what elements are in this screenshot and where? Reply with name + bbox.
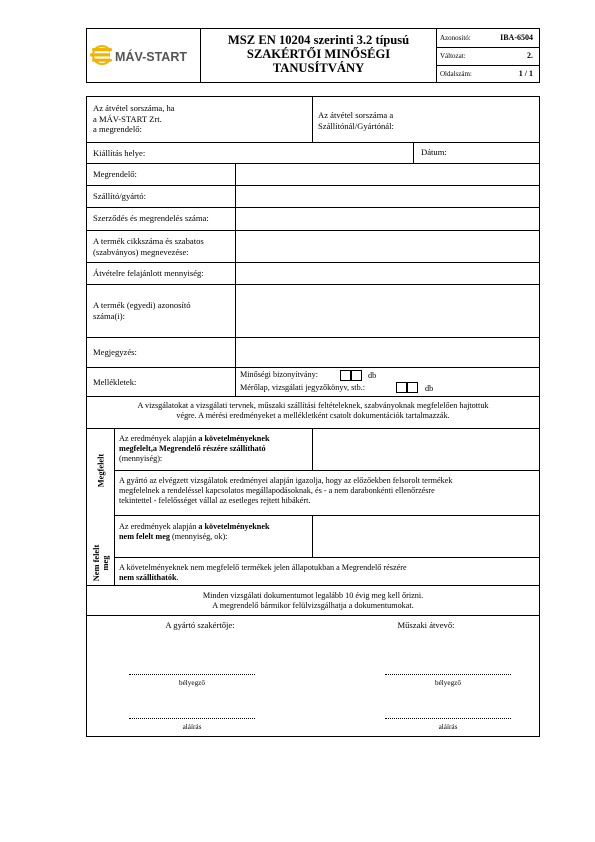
document-title: MSZ EN 10204 szerinti 3.2 típusú SZAKÉRTŐI MINŐSÉGI TANUSÍTVÁNY [201, 29, 437, 82]
stamp-label-right: bélyegző [435, 679, 461, 687]
manufacturer-stamp-line[interactable] [129, 674, 255, 675]
order-number-label: Az átvétel sorszáma, ha a MÁV-START Zrt. a megrendelő: [93, 103, 175, 134]
measurement-box-1[interactable] [396, 382, 407, 393]
remark-label: Megjegyzés: [93, 347, 137, 357]
meta-version-row: Változat: 2. [437, 47, 539, 66]
noncompliant-statement: A követelményeknek nem megfelelő termékek jelen állapotukban a Megrendelő részére nem szállíthatók. [119, 563, 407, 582]
attachments-label: Mellékletek: [93, 377, 137, 387]
contract-label: Szerződés és megrendelés száma: [93, 213, 209, 223]
manufacturer-expert-label: A gyártó szakértője: [165, 620, 235, 630]
inspector-stamp-line[interactable] [385, 674, 511, 675]
document-header [86, 28, 540, 83]
mav-start-logo-icon [87, 29, 201, 82]
inspector-signature-line[interactable] [385, 718, 511, 719]
customer-label: Megrendelő: [93, 169, 137, 179]
meta-id-row: Azonosító: IBA-6504 [437, 29, 539, 48]
db-unit: db [368, 371, 377, 380]
measurement-sheet-label: Mérőlap, vizsgálati jegyzőkönyv, stb.: [240, 383, 365, 392]
mav-start-logo [87, 29, 201, 82]
supplier-number-label: Az átvétel sorszáma a Szállítónál/Gyártónál: [318, 110, 394, 131]
item-number-label: A termék cikkszáma és szabatos (szabványos) megnevezése: [93, 236, 204, 257]
stamp-label-left: bélyegző [179, 679, 205, 687]
retention-notice: Minden vizsgálati dokumentumot legalább 10 évig meg kell őrizni. A megrendelő bármikor felülvizsgálhatja a dokumentumokat. [202, 591, 424, 610]
meta-page-row: Oldalszám: 1 / 1 [440, 69, 533, 78]
document-meta [437, 29, 539, 82]
signature-label-left: aláírás [182, 723, 202, 731]
measurement-box-2[interactable] [407, 382, 418, 393]
quality-cert-box-1[interactable] [340, 370, 351, 381]
supplier-label: Szállító/gyártó: [93, 191, 146, 201]
quality-cert-box-2[interactable] [351, 370, 362, 381]
quantity-label: Átvételre felajánlott mennyiség: [93, 268, 204, 278]
noncompliant-side-label: Nem felelt meg [92, 544, 110, 582]
inspection-statement: A vizsgálatokat a vizsgálati tervnek, műszaki szállítási feltételeknek, szabványoknak megfelelően hajtottuk végre. A mérési eredményeket a mellékletként csatolt dokumentációk tartalmazzák. [137, 401, 489, 420]
quality-cert-label: Minőségi bizonyítvány: [240, 370, 319, 379]
noncompliant-result-text: Az eredmények alapján a követelményeknek nem felelt meg (mennyiség, ok): [119, 522, 270, 541]
compliant-result-text: Az eredmények alapján a követelményeknek megfelelt,a Megrendelő részére szállítható (mennyiség): [119, 434, 270, 463]
signature-label-right: aláírás [438, 723, 458, 731]
product-id-label: A termék (egyedi) azonosító száma(i): [93, 300, 191, 321]
compliant-side-label: Megfelelt [96, 453, 106, 488]
manufacturer-signature-line[interactable] [129, 718, 255, 719]
logo-text: MÁV-START [115, 50, 187, 64]
issue-place-label: Kiállítás helye: [93, 148, 146, 158]
db-unit-2: db [425, 384, 434, 393]
certificate-form [86, 96, 540, 737]
manufacturer-declaration: A gyártó az elvégzett vizsgálatok eredményei alapján igazolja, hogy az előzőekben felsorolt termékek megfelelnek a rendeléssel kapcsolatos megállapodásoknak, és - a nem darabonkénti ellenőrzésre tekintettel - felelősséget vállal az esetleges rejtett hibákért. [119, 476, 453, 505]
date-label: Dátum: [421, 147, 447, 157]
technical-inspector-label: Műszaki átvevő: [397, 620, 455, 630]
